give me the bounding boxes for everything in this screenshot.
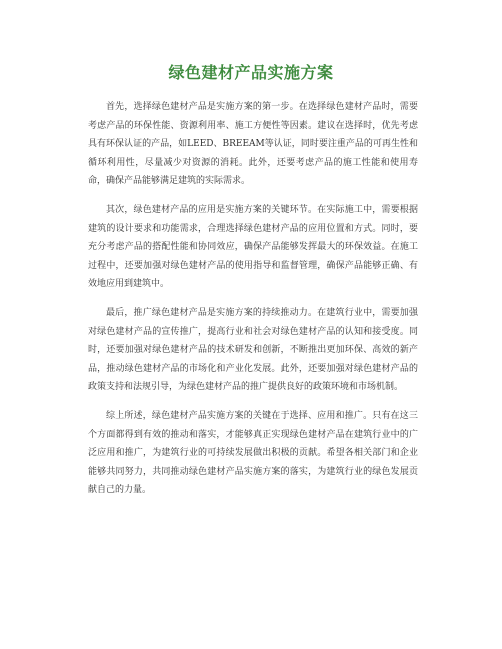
paragraph-selection: 首先，选择绿色建材产品是实施方案的第一步。在选择绿色建材产品时，需要考虑产品的环保性能、资源利用率、施工方便性等因素。建议在选择时，优先考虑具有环保认证的产品，如LEED、BREEAM等认证，同时要注重产品的可再生性和循环利用性，尽量减少对资源的消耗。此外，还要考虑产品的施工性能和使用寿命，确保产品能够满足建筑的实际需求。	[88, 102, 418, 187]
document-title: 绿色建材产品实施方案	[168, 63, 334, 82]
paragraph-application: 其次，绿色建材产品的应用是实施方案的关键环节。在实际施工中，需要根据建筑的设计要求和功能需求，合理选择绿色建材产品的应用位置和方式。同时，要充分考虑产品的搭配性能和协同效应，确保产品能够发挥最大的环保效益。在施工过程中，还要加强对绿色建材产品的使用指导和监督管理，确保产品能够正确、有效地应用到建筑中。	[88, 204, 418, 290]
document-body	[88, 98, 418, 510]
paragraph-promotion: 最后，推广绿色建材产品是实施方案的持续推动力。在建筑行业中，需要加强对绿色建材产品的宣传推广，提高行业和社会对绿色建材产品的认知和接受度。同时，还要加强对绿色建材产品的技术研发和创新，不断推出更加环保、高效的新产品，推动绿色建材产品的市场化和产业化发展。此外，还要加强对绿色建材产品的政策支持和法规引导，为绿色建材产品的推广提供良好的政策环境和市场机制。	[88, 307, 418, 393]
paragraph-conclusion: 综上所述，绿色建材产品实施方案的关键在于选择、应用和推广。只有在这三个方面都得到有效的推动和落实，才能够真正实现绿色建材产品在建筑行业中的广泛应用和推广，为建筑行业的可持续发展做出积极的贡献。希望各相关部门和企业能够共同努力，共同推动绿色建材产品实施方案的落实，为建筑行业的绿色发展贡献自己的力量。	[88, 410, 418, 496]
